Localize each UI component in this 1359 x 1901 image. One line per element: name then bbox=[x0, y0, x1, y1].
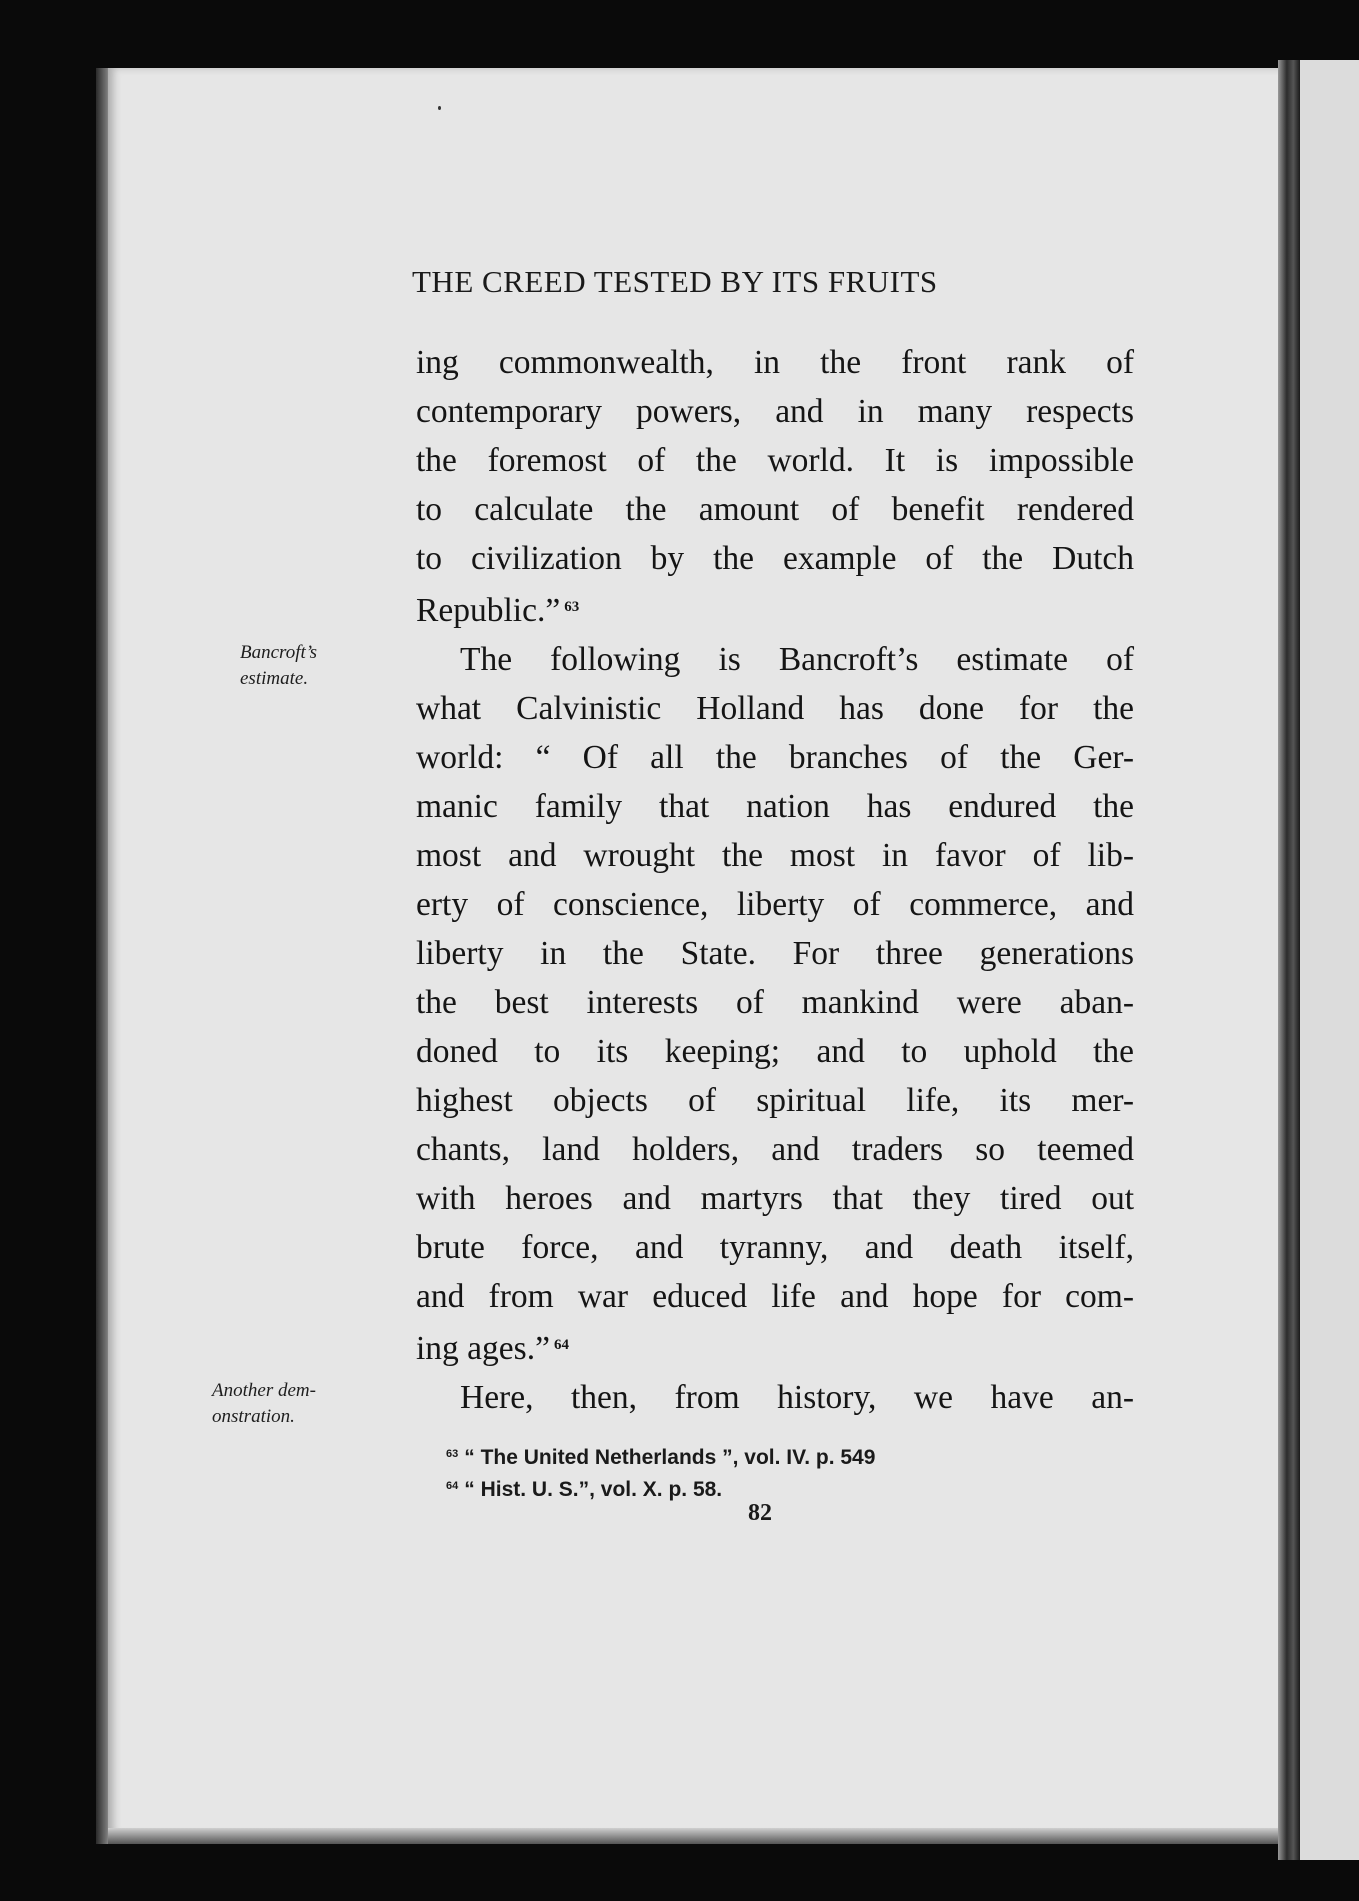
text-line: Here, then, from history, we have an- bbox=[460, 1379, 1134, 1416]
text-line: liberty in the State. For three generations bbox=[416, 935, 1134, 972]
text-line: The following is Bancroft’s estimate of bbox=[460, 641, 1134, 678]
text-line: with heroes and martyrs that they tired out bbox=[416, 1180, 1134, 1217]
text-line: ing commonwealth, in the front rank of bbox=[416, 344, 1134, 381]
footnote-ref: 63 bbox=[564, 599, 580, 615]
text-line: most and wrought the most in favor of lib- bbox=[416, 837, 1134, 874]
footnote-number: 64 bbox=[446, 1480, 459, 1492]
footnote bbox=[446, 1472, 875, 1504]
text-line: manic family that nation has endured the bbox=[416, 788, 1134, 825]
text-line: ing ages.” bbox=[416, 1330, 550, 1367]
side-note-line: Another dem- bbox=[212, 1380, 316, 1401]
text-line: what Calvinistic Holland has done for the bbox=[416, 690, 1134, 727]
running-head: THE CREED TESTED BY ITS FRUITS bbox=[412, 264, 938, 299]
side-note-line: estimate. bbox=[240, 668, 309, 689]
side-note-line: onstration. bbox=[212, 1406, 295, 1427]
text-line: to calculate the amount of benefit rendered bbox=[416, 491, 1134, 528]
footnotes bbox=[446, 1440, 875, 1504]
text-line: contemporary powers, and in many respects bbox=[416, 393, 1134, 430]
text-line: to civilization by the example of the Dutch bbox=[416, 540, 1134, 577]
text-line: chants, land holders, and traders so teemed bbox=[416, 1131, 1134, 1168]
text-line: brute force, and tyranny, and death itself, bbox=[416, 1229, 1134, 1266]
text-line: and from war educed life and hope for com- bbox=[416, 1278, 1134, 1315]
facing-page-edge bbox=[1300, 60, 1359, 1860]
text-line: world: “ Of all the branches of the Ger- bbox=[416, 739, 1134, 776]
text-line: doned to its keeping; and to uphold the bbox=[416, 1033, 1134, 1070]
text-line: erty of conscience, liberty of commerce, and bbox=[416, 886, 1134, 923]
side-note-line: Bancroft’s bbox=[240, 642, 318, 663]
page-number: 82 bbox=[748, 1500, 772, 1526]
page-bottom-edge bbox=[108, 1828, 1288, 1844]
side-note-demonstration bbox=[212, 1378, 316, 1430]
text-line: Republic.” bbox=[416, 592, 561, 629]
text-line-with-ref bbox=[416, 583, 1134, 635]
text-line: the best interests of mankind were aban- bbox=[416, 984, 1134, 1021]
body-text bbox=[416, 338, 1134, 1422]
book-gutter bbox=[1278, 60, 1300, 1860]
side-note-bancroft bbox=[240, 640, 317, 692]
footnote-number: 63 bbox=[446, 1448, 459, 1460]
text-line: highest objects of spiritual life, its mer- bbox=[416, 1082, 1134, 1119]
text-line-with-ref bbox=[416, 1321, 1134, 1373]
text-line: the foremost of the world. It is impossible bbox=[416, 442, 1134, 479]
footnote-text: “ Hist. U. S.”, vol. X. p. 58. bbox=[464, 1478, 723, 1501]
footnote bbox=[446, 1440, 875, 1472]
footnote-text: “ The United Netherlands ”, vol. IV. p. 549 bbox=[464, 1446, 876, 1469]
footnote-ref: 64 bbox=[553, 1337, 569, 1353]
paper-speck bbox=[438, 106, 441, 110]
